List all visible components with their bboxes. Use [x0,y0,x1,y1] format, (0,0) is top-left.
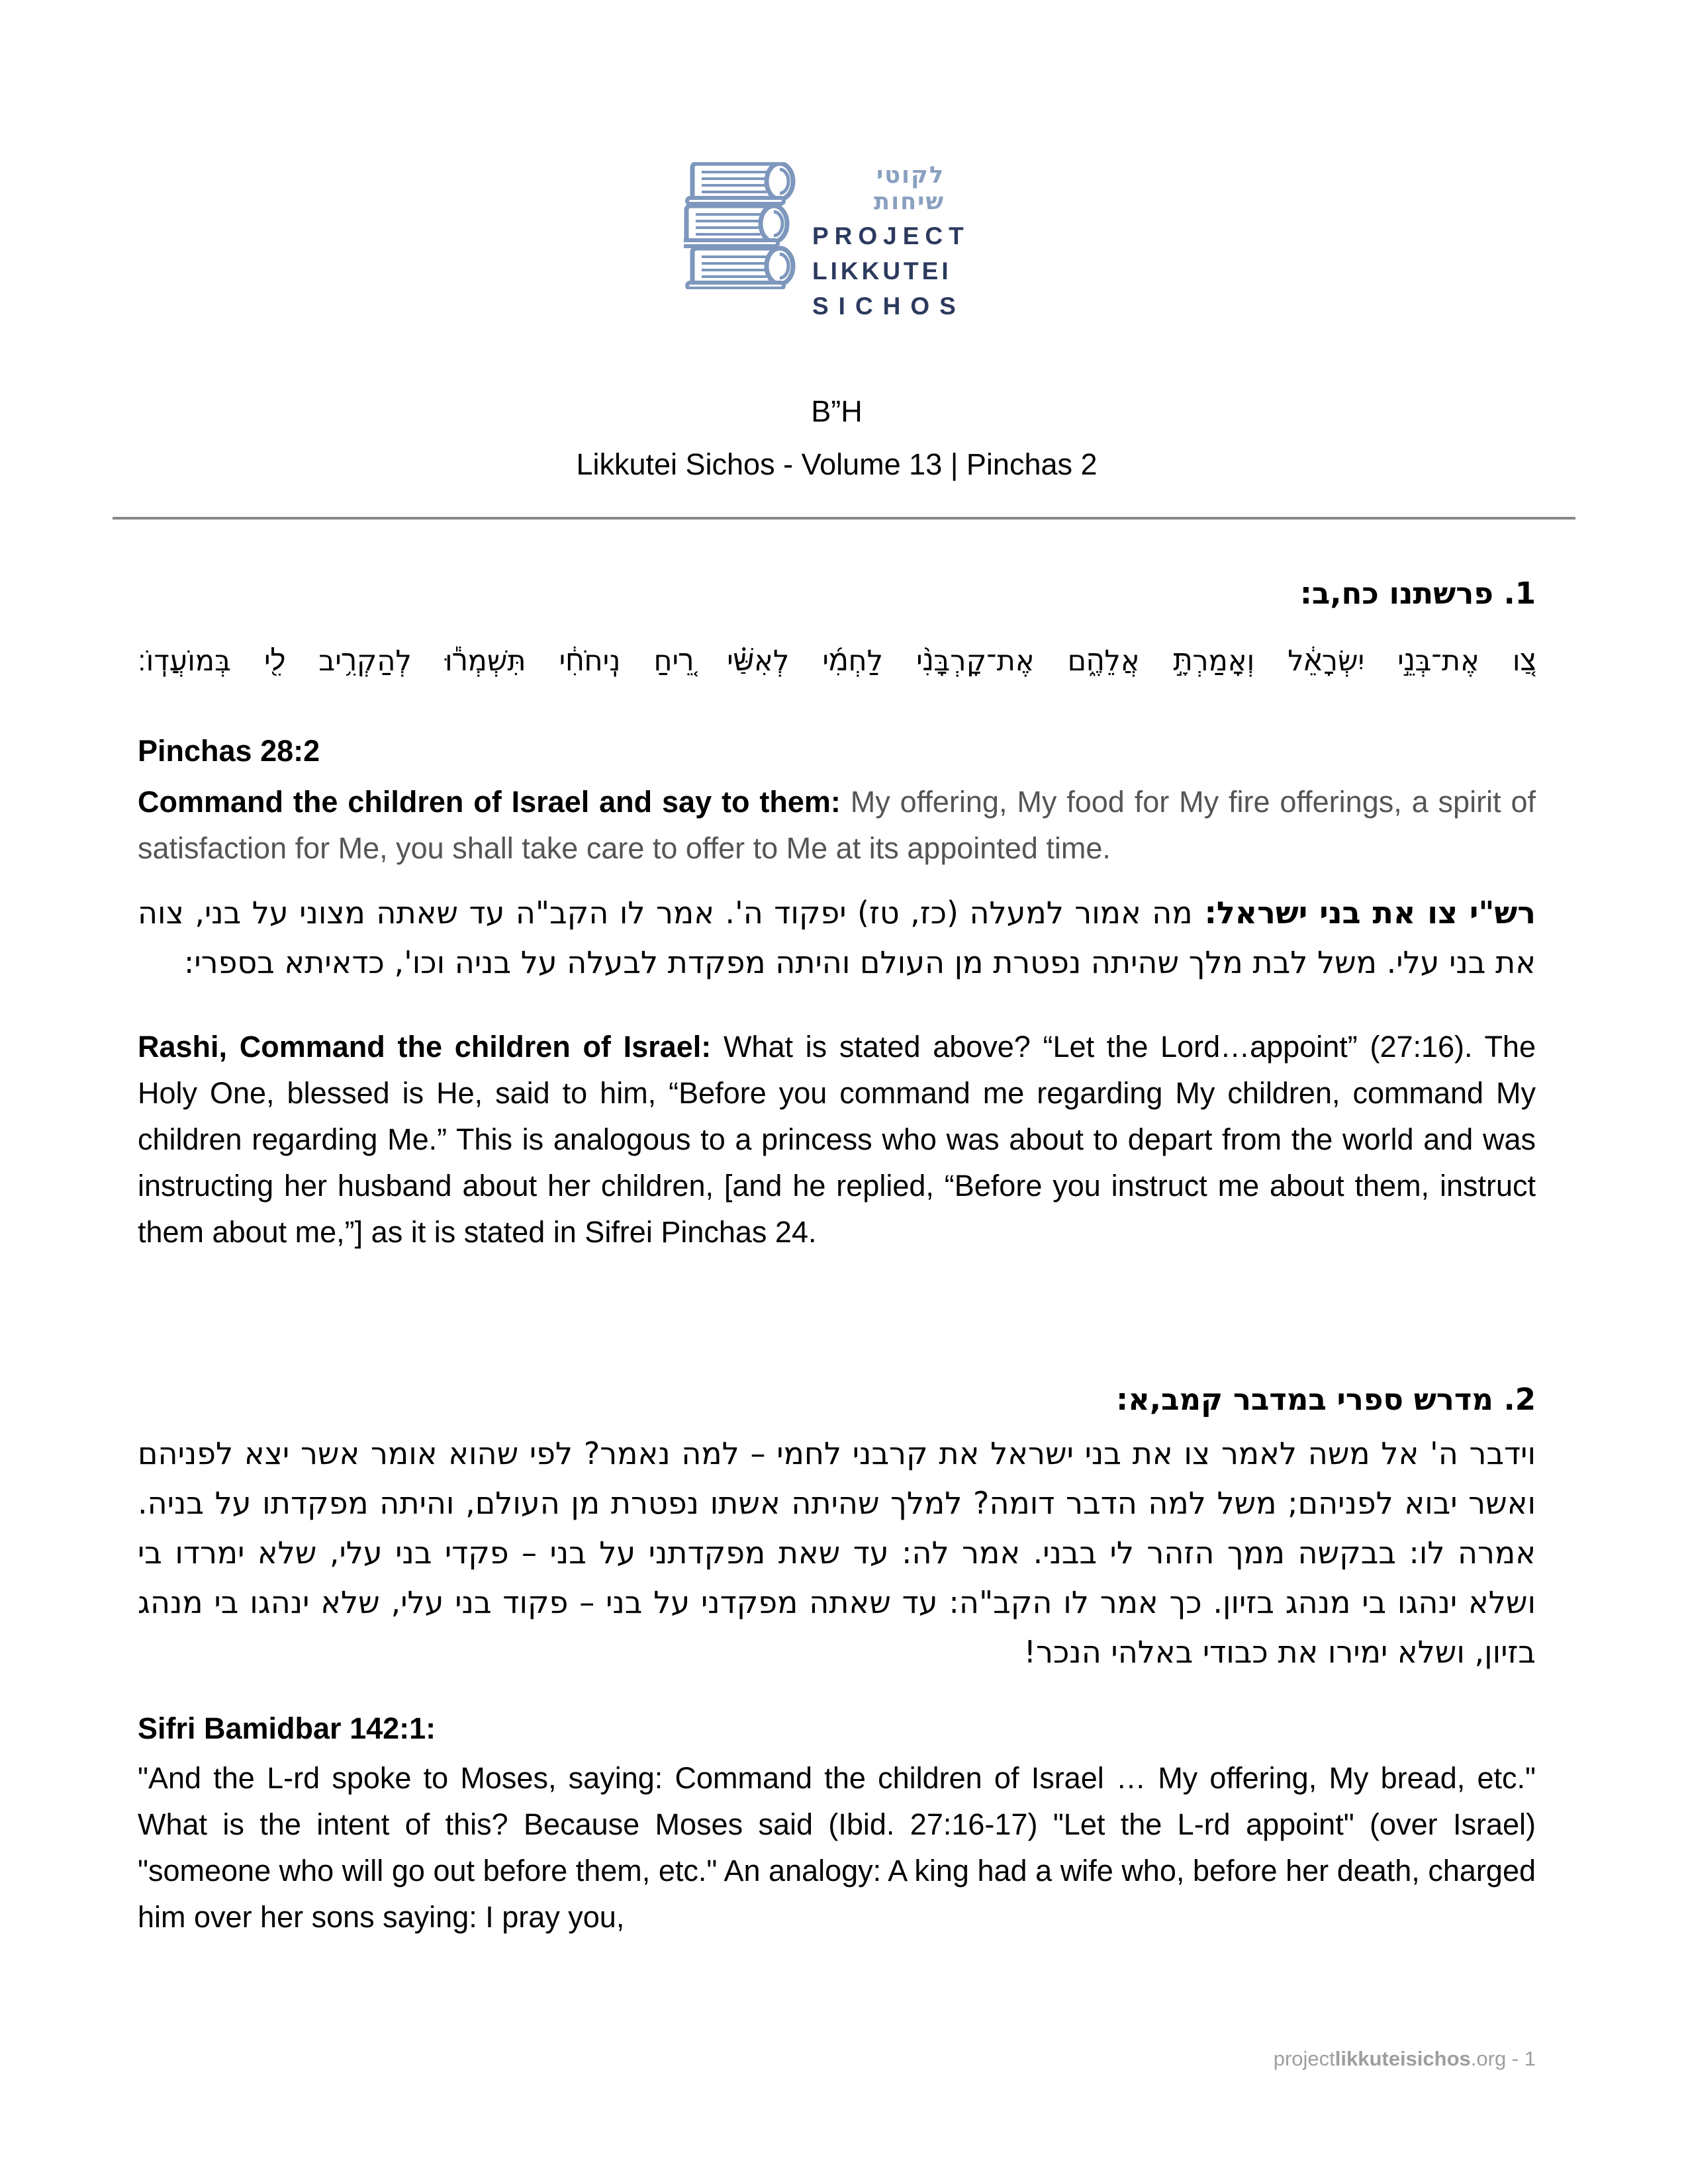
logo-hebrew-title: לקוטי שיחות [874,162,945,215]
rashi-english-body: What is stated above? “Let the Lord…appoint” (27:16). The Holy One, blessed is He, said to him, “Before you command me regarding My children, command My children regarding Me.” This is analogous to a princess who was about to depart from the world and was instructing her husband about her children, [and he replied, “Before you instruct me about them, instruct them about me,”] as it is stated in Sifrei Pinchas 24. [138,1030,1536,1249]
horizontal-divider [113,517,1575,520]
rashi-hebrew-paragraph [138,888,1536,987]
project-likkutei-sichos-logo [0,0,1628,328]
section-2-hebrew-heading: 2. מדרש ספרי במדבר קמב,א: [1116,1382,1536,1417]
rashi-hebrew-lead: רש"י צו את בני ישראל: [1192,895,1536,931]
hebrew-verse: צַ֚ו אֶת־בְּנֵ֣י יִשְׂרָאֵ֔ל וְאָמַרְתָּ֣ אֲלֵהֶ֑ם אֶת־קָרְבָּנִ֨י לַחְמִ֜י לְאִשַּׁ֗י רֵ֚יחַ נִֽיחֹחִ֔י תִּשְׁמְר֕וּ לְהַקְרִ֥יב לִ֖י בְּמוֹעֲדֽוֹ׃ [138,645,1536,678]
logo-word-sichos: SICHOS [812,293,966,320]
footer-site-link[interactable] [1274,2046,1536,2071]
footer-bold: likkuteisichos [1335,2047,1471,2070]
stacked-books-icon [684,162,798,289]
bh-line: B”H [811,394,863,428]
sifri-ref-heading: Sifri Bamidbar 142:1: [138,1711,436,1745]
footer-prefix: project [1273,2047,1335,2070]
rashi-english-lead: Rashi, Command the children of Israel: [138,1030,724,1064]
sifri-english-paragraph: "And the L-rd spoke to Moses, saying: Command the children of Israel … My offering, My bread, etc." What is the intent of this? Because Moses said (Ibid. 27:16-17) "Let the L-rd appoint" (over Israel) "someone who will go out before them, etc." An analogy: A king had a wife who, before her death, charged him over her sons saying: I pray you, [138,1761,1536,1934]
logo-wordmark [812,162,970,328]
logo-word-project: PROJECT [812,222,970,250]
pinchas-ref-heading: Pinchas 28:2 [138,734,320,768]
section-1 [138,575,1536,1255]
midrash-hebrew-paragraph: וידבר ה' אל משה לאמר צו את בני ישראל את קרבני לחמי – למה נאמר? לפי שהוא אומר אשר יצא לפניהם ואשר יבוא לפניהם; משל למה הדבר דומה? למלך שהיתה אשתו נפטרת מן העולם, והיתה מפקדתו על בניה. אמרה לו: בבקשה ממך הזהר לי בבני. אמר לה: עד שאת מפקדתני על בני – פקדי בני עלי, שלא ימרדו בי ושלא ינהגו בי מנהג בזיון. כך אמר לו הקב"ה: עד שאתה מפקדני על בני – פקוד בני עלי, שלא ינהגו בי מנהג בזיון, ושלא ימירו את כבודי באלהי הנכר! [138,1435,1536,1670]
logo-word-likkutei: LIKKUTEI [812,257,952,285]
section-1-hebrew-heading: 1. פרשתנו כח,ב: [1299,576,1536,611]
section-2 [138,1381,1536,1940]
rashi-english-paragraph [138,1024,1536,1255]
footer-suffix: .org - 1 [1470,2047,1536,2070]
document-title: Likkutei Sichos - Volume 13 | Pinchas 2 [576,447,1098,481]
verse-translation [138,779,1536,872]
document-content [0,394,1688,1940]
translation-body: My offering, My food for My fire offerings, a spirit of satisfaction for Me, you shall take care to offer to Me at its appointed time. [138,785,1536,865]
translation-lead: Command the children of Israel and say to them: [138,785,851,819]
rashi-hebrew-body: מה אמור למעלה (כז, טז) יפקוד ה'. אמר לו הקב"ה עד שאתה מצוני על בני, צוה את בני עלי. משל לבת מלך שהיתה נפטרת מן העולם והיתה מפקדת לבעלה על בניה וכו', כדאיתא בספרי: [138,895,1536,980]
